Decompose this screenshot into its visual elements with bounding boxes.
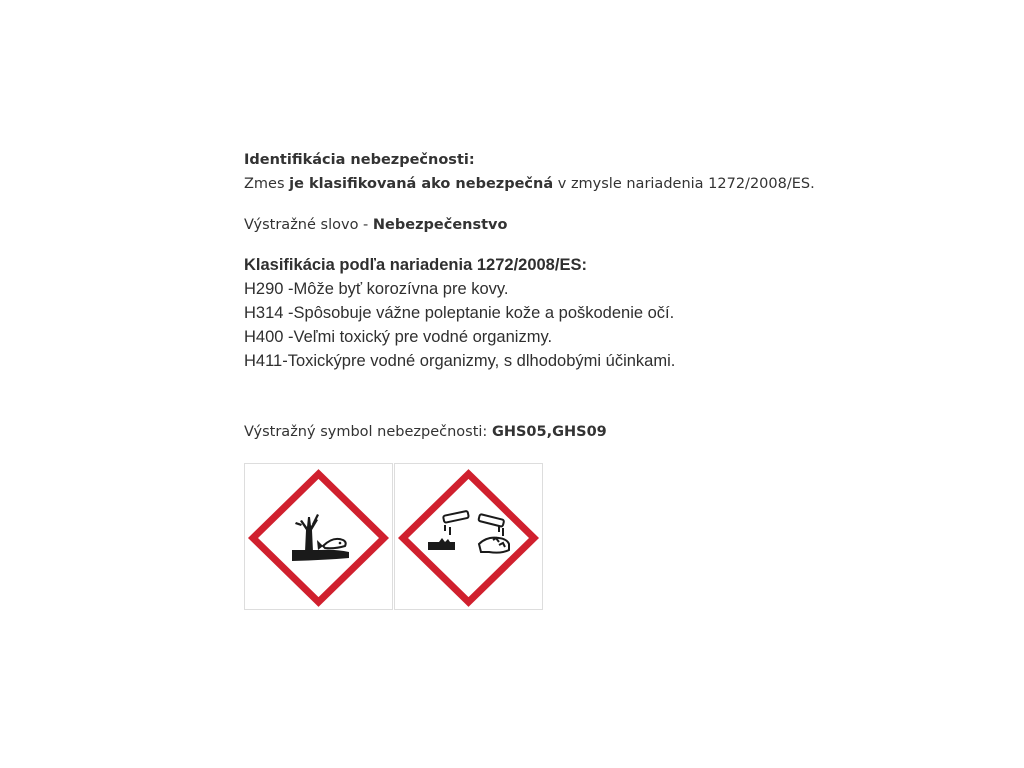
signal-word-value: Nebezpečenstvo <box>372 217 508 233</box>
identification-text-suffix: v zmysle nariadenia 1272/2008/ES. <box>553 176 815 192</box>
identification-text-bold: je klasifikovaná ako nebezpečná <box>289 176 554 192</box>
signal-word-line <box>244 217 507 233</box>
identification-title: Identifikácia nebezpečnosti: <box>244 152 475 168</box>
pictogram-ghs09 <box>244 463 393 610</box>
hazard-statement-h314: H314 -Spôsobuje vážne poleptanie kože a poškodenie očí. <box>244 304 675 322</box>
hazard-symbol-value: GHS05,GHS09 <box>491 424 607 440</box>
hazard-symbol-line <box>244 424 607 440</box>
hazard-symbol-label: Výstražný symbol nebezpečnosti: <box>244 424 492 440</box>
corrosion-hazard-icon <box>395 464 542 609</box>
hazard-statement-h290: H290 -Môže byť korozívna pre kovy. <box>244 280 509 298</box>
classification-title: Klasifikácia podľa nariadenia 1272/2008/ES: <box>244 256 587 274</box>
identification-text-prefix: Zmes <box>244 176 290 192</box>
hazard-statement-h400: H400 -Veľmi toxický pre vodné organizmy. <box>244 328 553 346</box>
identification-text <box>244 176 815 192</box>
environment-hazard-icon <box>245 464 392 609</box>
hazard-statement-h411: H411-Toxickýpre vodné organizmy, s dlhodobými účinkami. <box>244 352 676 370</box>
signal-word-label: Výstražné slovo - <box>244 217 373 233</box>
pictogram-ghs05 <box>394 463 543 610</box>
